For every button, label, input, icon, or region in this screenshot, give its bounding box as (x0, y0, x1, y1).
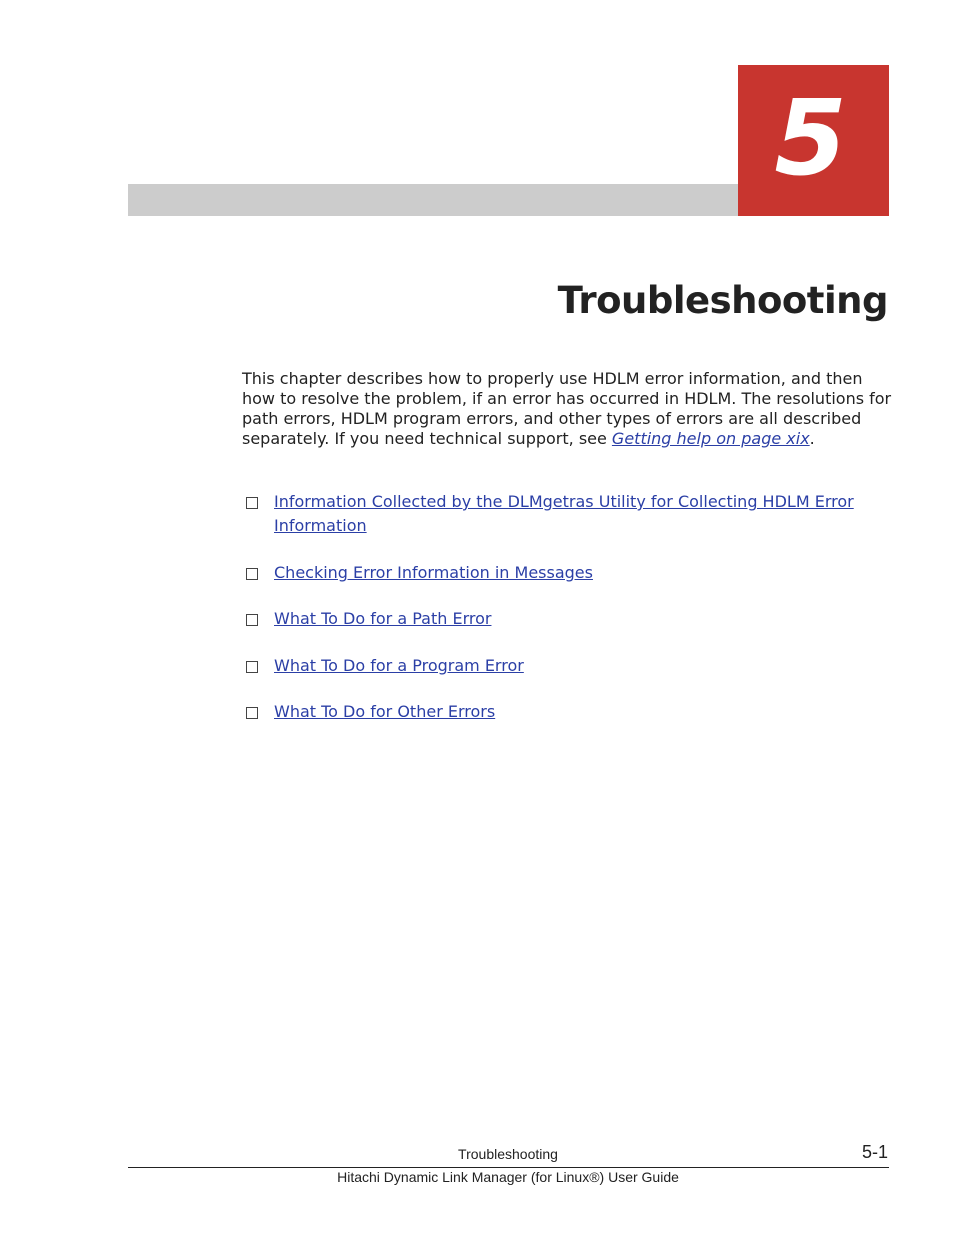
chapter-number: 5 (774, 76, 847, 199)
toc-link-path-error[interactable]: What To Do for a Path Error (274, 609, 492, 628)
chapter-header-bar (128, 184, 740, 216)
toc-link-dlmgetras[interactable]: Information Collected by the DLMgetras Utility for Collecting HDLM Error Information (274, 492, 854, 535)
footer-guide-title: Hitachi Dynamic Link Manager (for Linux®) User Guide (337, 1169, 679, 1185)
footer-page-number: 5-1 (861, 1142, 888, 1162)
chapter-contents-list (242, 490, 892, 724)
intro-suffix: . (809, 429, 815, 448)
toc-item-program-error (242, 654, 892, 678)
checkbox-bullet-icon (246, 614, 258, 626)
checkbox-bullet-icon (246, 661, 258, 673)
toc-item-other-errors (242, 700, 892, 724)
toc-item-error-messages (242, 561, 892, 585)
chapter-number-box (738, 65, 889, 216)
toc-item-dlmgetras (242, 490, 892, 538)
intro-paragraph (242, 369, 892, 449)
getting-help-link[interactable]: Getting help on page xix (611, 429, 810, 448)
toc-item-path-error (242, 607, 892, 631)
footer-chapter-title: Troubleshooting (458, 1146, 558, 1162)
chapter-title: Troubleshooting (557, 279, 888, 322)
footer-divider (128, 1167, 889, 1168)
checkbox-bullet-icon (246, 568, 258, 580)
checkbox-bullet-icon (246, 497, 258, 509)
toc-link-error-messages[interactable]: Checking Error Information in Messages (274, 563, 593, 582)
toc-link-other-errors[interactable]: What To Do for Other Errors (274, 702, 496, 721)
intro-text: This chapter describes how to properly use HDLM error information, and then how to resolve the problem, if an error has occurred in HDLM. The resolutions for path errors, HDLM program errors, and other types of errors are all described separately. If you need technical support, see (242, 369, 892, 448)
checkbox-bullet-icon (246, 707, 258, 719)
toc-link-program-error[interactable]: What To Do for a Program Error (274, 656, 524, 675)
